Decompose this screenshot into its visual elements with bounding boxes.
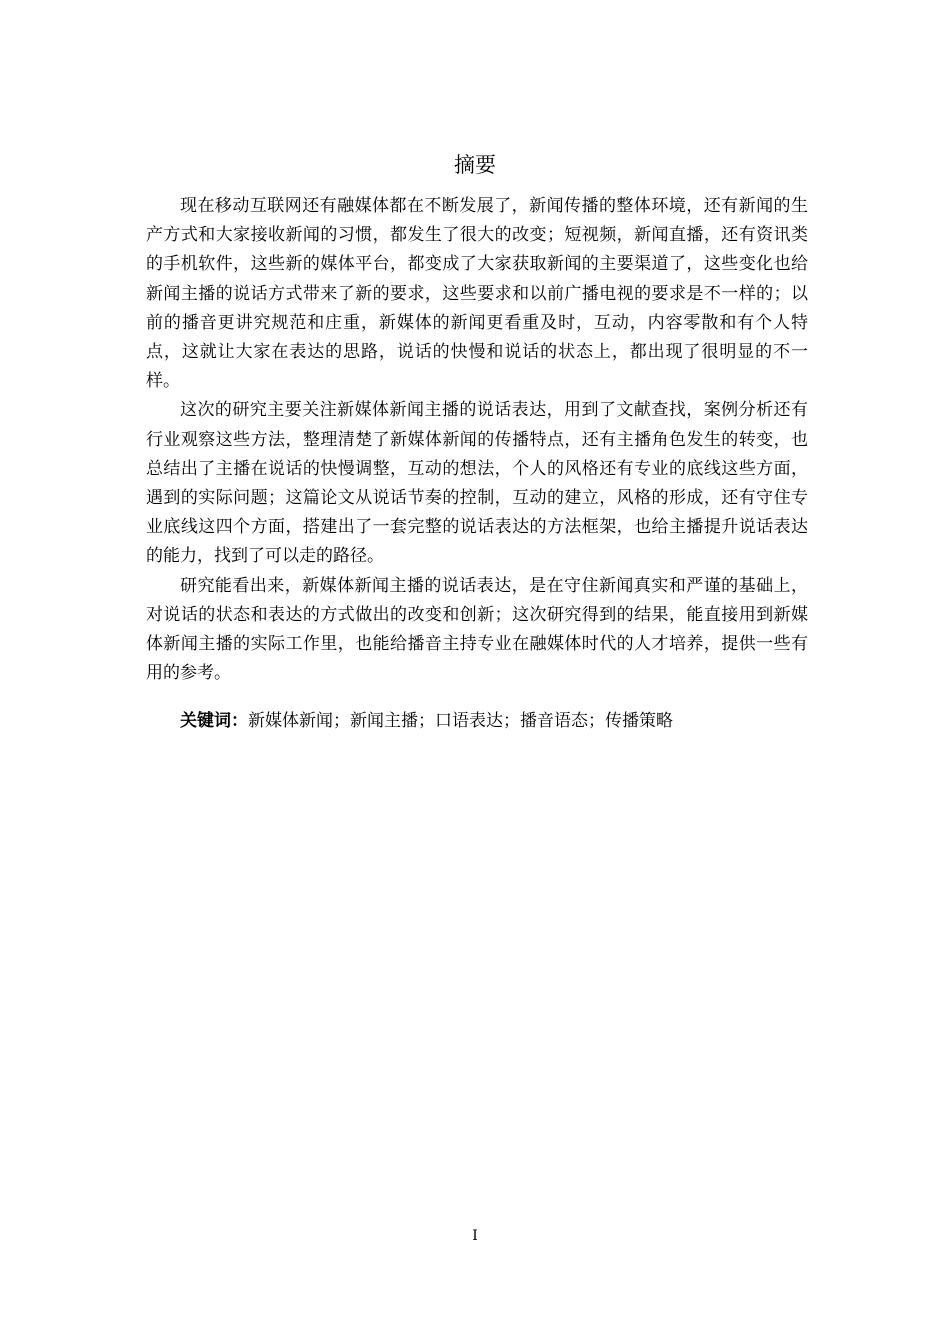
keywords-label: 关键词： [180,711,248,731]
keywords-line [180,706,673,736]
abstract-paragraph-1: 现在移动互联网还有融媒体都在不断发展了，新闻传播的整体环境，还有新闻的生产方式和大家接收新闻的习惯，都发生了很大的改变；短视频，新闻直播，还有资讯类的手机软件，这些新的媒体平台，都变成了大家获取新闻的主要渠道了，这些变化也给新闻主播的说话方式带来了新的要求，这些要求和以前广播电视的要求是不一样的；以前的播音更讲究规范和庄重，新媒体的新闻更看重及时，互动，内容零散和有个人特点，这就让大家在表达的思路，说话的快慢和说话的状态上，都出现了很明显的不一样。 [146,196,808,392]
page-number: I [472,1228,478,1244]
abstract-paragraph-3: 研究能看出来，新媒体新闻主播的说话表达，是在守住新闻真实和严谨的基础上，对说话的状态和表达的方式做出的改变和创新；这次研究得到的结果，能直接用到新媒体新闻主播的实际工作里，也能给播音主持专业在融媒体时代的人才培养，提供一些有用的参考。 [146,575,808,684]
abstract-title: 摘要 [454,153,496,177]
keywords-text: 新媒体新闻；新闻主播；口语表达；播音语态；传播策略 [248,711,673,731]
abstract-paragraph-2: 这次的研究主要关注新媒体新闻主播的说话表达，用到了文献查找，案例分析还有行业观察这些方法，整理清楚了新媒体新闻的传播特点，还有主播角色发生的转变，也总结出了主播在说话的快慢调整，互动的想法，个人的风格还有专业的底线这些方面，遇到的实际问题；这篇论文从说话节奏的控制，互动的建立，风格的形成，还有守住专业底线这四个方面，搭建出了一套完整的说话表达的方法框架，也给主播提升说话表达的能力，找到了可以走的路径。 [146,400,808,567]
abstract-body [146,192,808,688]
